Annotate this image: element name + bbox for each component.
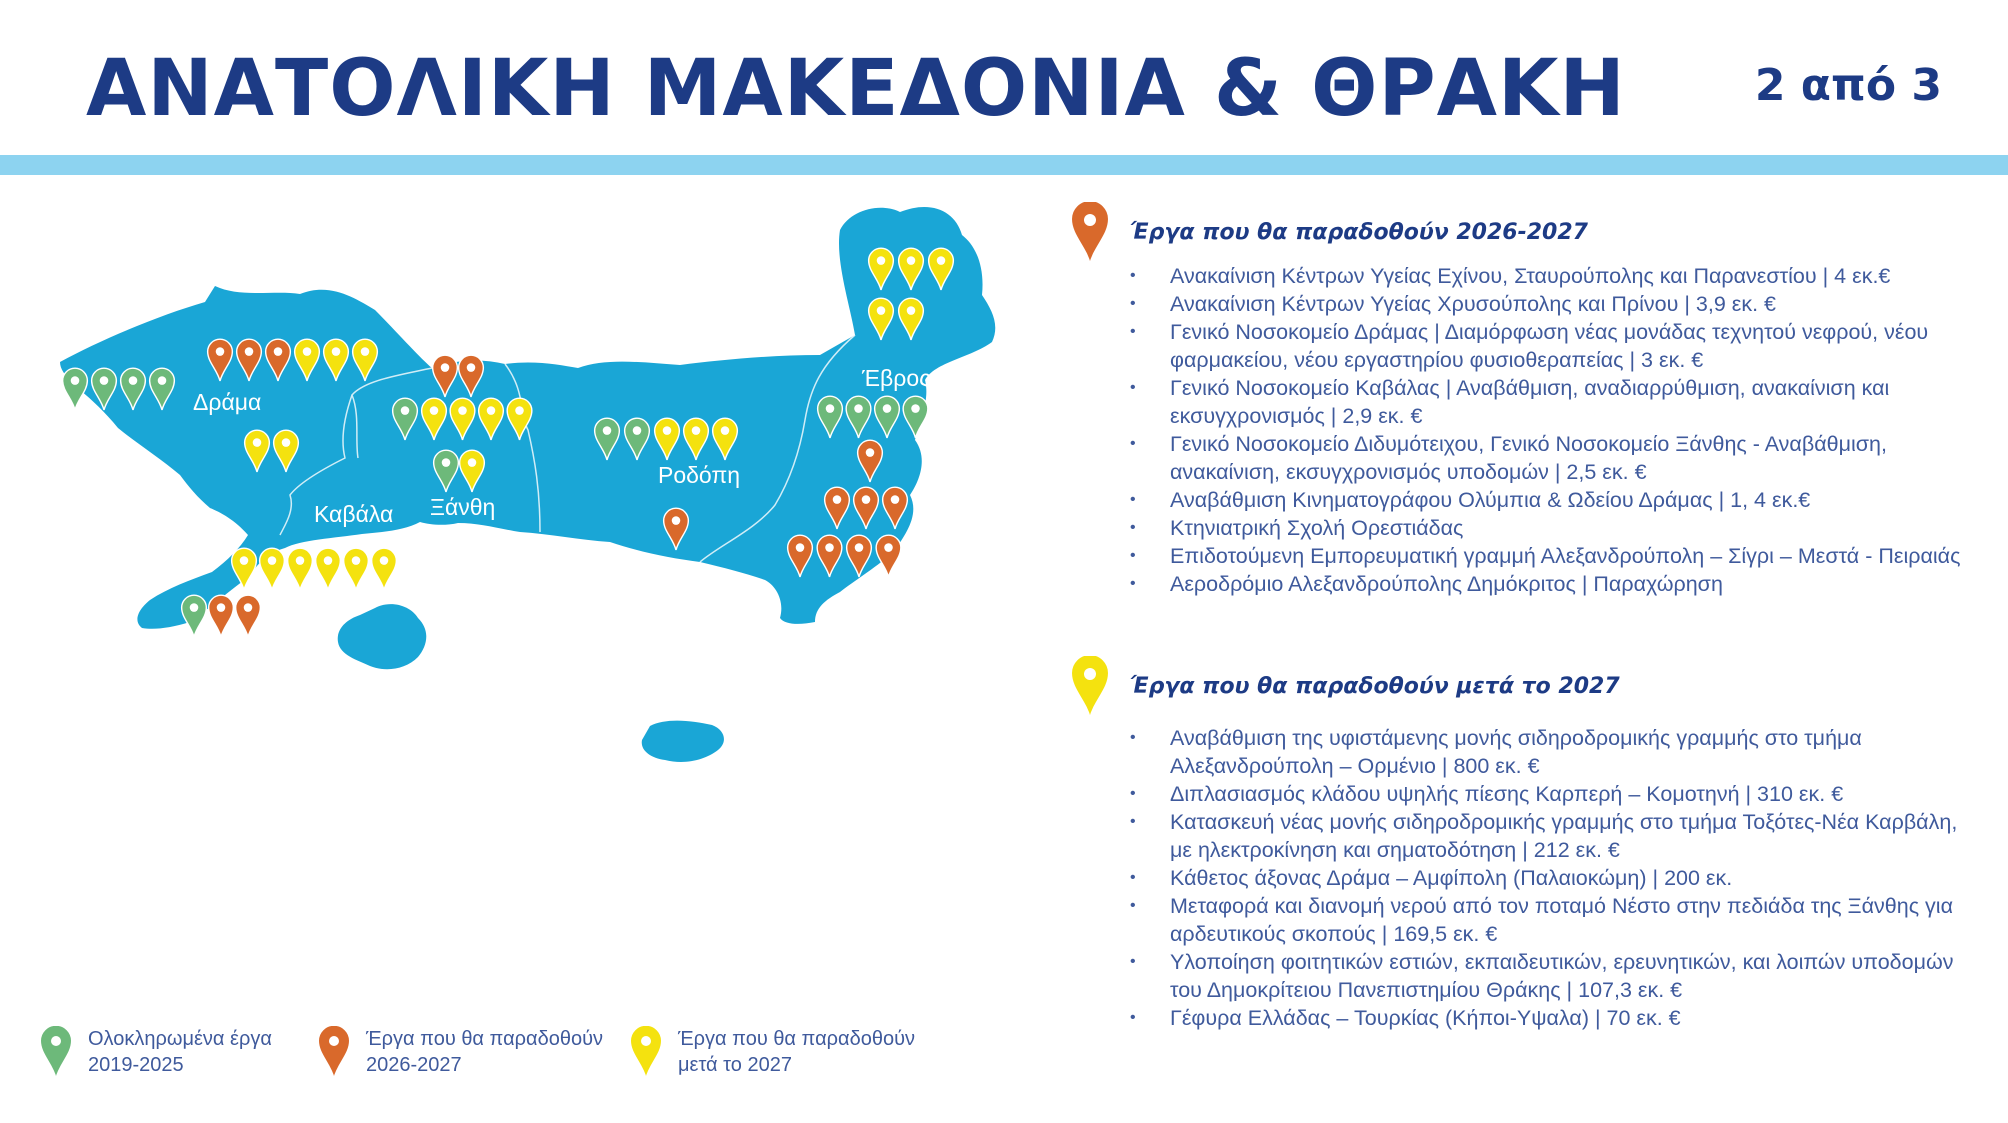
legend-label: Έργα που θα παραδοθούν 2026-2027	[366, 1028, 604, 1076]
green-pin-icon	[40, 1026, 72, 1080]
orange-pin-icon	[236, 595, 261, 637]
legend-label: Έργα που θα παραδοθούν μετά το 2027	[678, 1028, 916, 1076]
yellow-pin-icon	[630, 1026, 662, 1080]
list-item: • Ανακαίνιση Κέντρων Υγείας Εχίνου, Σταυρούπολης και Παρανεστίου | 4 εκ.€	[1130, 262, 1980, 290]
list-item: • Αεροδρόμιο Αλεξανδρούπολης Δημόκριτος | Παραχώρηση	[1130, 570, 1980, 598]
list-item: • Γέφυρα Ελλάδας – Τουρκίας (Κήποι-Υψαλα) | 70 εκ. €	[1130, 1004, 1980, 1032]
list-item: • Αναβάθμιση της υφιστάμενης μονής σιδηροδρομικής γραμμής στο τμήμα Αλεξανδρούπολη – Ορμένιο | 800 εκ. €	[1130, 724, 1980, 780]
thasos-island	[338, 604, 427, 669]
region-label-xanthi: Ξάνθη	[430, 494, 496, 520]
orange-pin-icon	[318, 1026, 350, 1080]
yellow-pin-icon	[288, 548, 313, 590]
list-item: • Ανακαίνιση Κέντρων Υγείας Χρυσούπολης και Πρίνου | 3,9 εκ. €	[1130, 290, 1980, 318]
yellow-pin-icon	[316, 548, 341, 590]
region-label-evros: Έβρος	[862, 365, 931, 391]
section-after-2027	[1070, 656, 1980, 1032]
page-indicator: 2 από 3	[1754, 60, 1942, 111]
list-item: • Υλοποίηση φοιτητικών εστιών, εκπαιδευτικών, ερευνητικών, και λοιπών υποδομών του Δημοκρίτειου Πανεπιστημίου Θράκης | 107,3 εκ. €	[1130, 948, 1980, 1004]
yellow-pin-icon	[344, 548, 369, 590]
orange-pin-icon	[1070, 202, 1110, 266]
list-item: • Διπλασιασμός κλάδου υψηλής πίεσης Καρπερή – Κομοτηνή | 310 εκ. €	[1130, 780, 1980, 808]
yellow-pin-icon	[1070, 656, 1110, 720]
list-item: • Αναβάθμιση Κινηματογράφου Ολύμπια & Ωδείου Δράμας | 1, 4 εκ.€	[1130, 486, 1980, 514]
region-label-drama: Δράμα	[193, 389, 262, 415]
list-item: • Επιδοτούμενη Εμπορευματική γραμμή Αλεξανδρούπολη – Σίγρι – Μεστά - Πειραιάς	[1130, 542, 1980, 570]
region-label-rodopi: Ροδόπη	[658, 462, 741, 488]
yellow-pin-icon	[260, 548, 285, 590]
header-band	[0, 155, 2008, 175]
yellow-pin-icon	[372, 548, 397, 590]
region-map	[0, 190, 1020, 780]
list-item: • Κατασκευή νέας μονής σιδηροδρομικής γραμμής στο τμήμα Τοξότες-Νέα Καρβάλη, με ηλεκτροκίνηση και σηματοδότηση | 212 εκ. €	[1130, 808, 1980, 864]
samothrace-island	[642, 721, 724, 762]
legend-label: Ολοκληρωμένα έργα 2019-2025	[88, 1028, 272, 1076]
list-item: • Μεταφορά και διανομή νερού από τον ποταμό Νέστο στην πεδιάδα της Ξάνθης για αρδευτικούς σκοπούς | 169,5 εκ. €	[1130, 892, 1980, 948]
orange-pin-icon	[209, 595, 234, 637]
list-item: • Γενικό Νοσοκομείο Διδυμότειχου, Γενικό Νοσοκομείο Ξάνθης - Αναβάθμιση, ανακαίνιση, εκσυγχρονισμός υποδομών | 2,5 εκ. €	[1130, 430, 1980, 486]
section-title: Έργα που θα παραδοθούν μετά το 2027	[1130, 674, 1620, 699]
list-item: • Γενικό Νοσοκομείο Καβάλας | Αναβάθμιση, αναδιαρρύθμιση, ανακαίνιση και εκσυγχρονισμός | 2,9 εκ. €	[1130, 374, 1980, 430]
list-item: • Γενικό Νοσοκομείο Δράμας | Διαμόρφωση νέας μονάδας τεχνητού νεφρού, νέου φαρμακείου, νέου εργαστηρίου φυσιοθεραπείας | 3 εκ. €	[1130, 318, 1980, 374]
section-2026-2027	[1070, 202, 1980, 598]
region-label-kavala: Καβάλα	[314, 501, 394, 527]
list-item: • Κτηνιατρική Σχολή Ορεστιάδας	[1130, 514, 1980, 542]
orange-pin-icon	[876, 535, 901, 577]
section-title: Έργα που θα παραδοθούν 2026-2027	[1130, 220, 1588, 245]
page-title: ΑΝΑΤΟΛΙΚΗ ΜΑΚΕΔΟΝΙΑ & ΘΡΑΚΗ	[86, 44, 1626, 134]
green-pin-icon	[63, 368, 88, 410]
list-item: • Κάθετος άξονας Δράμα – Αμφίπολη (Παλαιοκώμη) | 200 εκ.	[1130, 864, 1980, 892]
green-pin-icon	[182, 595, 207, 637]
